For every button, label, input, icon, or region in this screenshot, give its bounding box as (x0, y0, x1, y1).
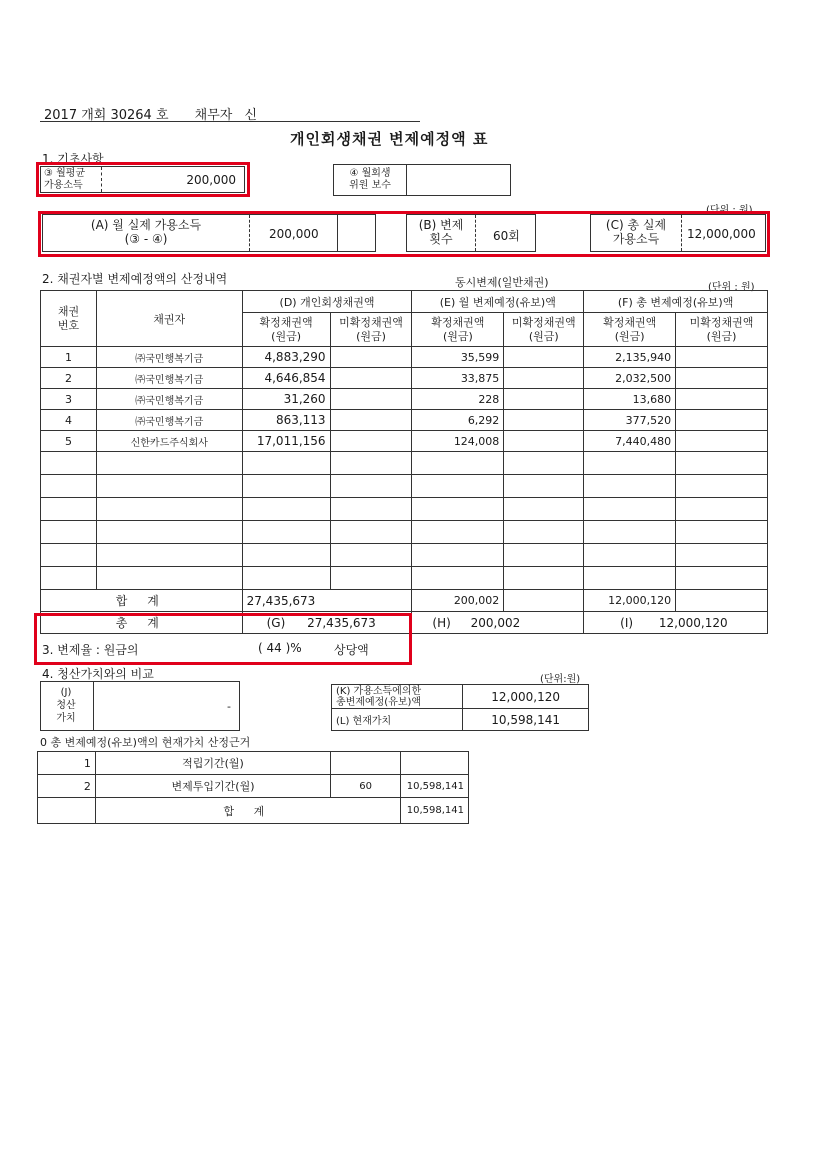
table-row (41, 368, 768, 389)
trustee-fee-label-2: 위원 보수 (349, 180, 391, 191)
basis-months (331, 752, 401, 775)
row-d: 31,260 (242, 389, 330, 410)
row-e-unconfirmed (504, 389, 584, 410)
case-number-text: 2017 개회 30264 호 (44, 108, 169, 123)
total-i-label: (I) (620, 615, 634, 630)
highlight-abc-row (38, 211, 770, 257)
empty-row (41, 452, 768, 475)
basis-sum-label: 합 계 (95, 798, 400, 824)
l-row (332, 709, 589, 731)
c-label-2: 가용소득 (612, 232, 660, 246)
row-no: 5 (41, 431, 97, 452)
sum-f-empty (676, 590, 768, 612)
b-value: 60회 (493, 229, 520, 243)
basis-no: 1 (38, 752, 96, 775)
row-f-unconfirmed (676, 431, 768, 452)
sum-e: 200,002 (412, 590, 504, 612)
empty-row (41, 521, 768, 544)
j-value: - (227, 700, 231, 713)
e-confirmed-principal: (원금) (442, 329, 473, 343)
trustee-fee-box (333, 164, 511, 196)
debtor-name: 신 (244, 108, 258, 123)
col-f: (F) 총 변제예정(유보)액 (584, 291, 768, 313)
row-creditor: ㈜국민행복기금 (96, 410, 242, 431)
col-creditor: 채권자 (96, 291, 242, 347)
row-e: 124,008 (412, 431, 504, 452)
row-f-unconfirmed (676, 368, 768, 389)
row-f: 7,440,480 (584, 431, 676, 452)
col-no-1: 채권 (57, 304, 80, 318)
b-label-2: 횟수 (429, 232, 453, 246)
j-label-3: 가치 (56, 713, 76, 724)
table-header-row-1 (41, 291, 768, 313)
basis-row (38, 775, 469, 798)
row-f-unconfirmed (676, 347, 768, 368)
row-f: 13,680 (584, 389, 676, 410)
f-confirmed-head (584, 313, 676, 347)
row-f: 2,032,500 (584, 368, 676, 389)
row-e-unconfirmed (504, 368, 584, 389)
monthly-income-label-2: 가용소득 (44, 180, 83, 191)
basis-sum-value: 10,598,141 (400, 798, 468, 824)
trustee-fee-label (338, 168, 402, 192)
f-confirmed-principal: (원금) (614, 329, 645, 343)
row-d-unconfirmed (330, 431, 412, 452)
e-unconfirmed-head (504, 313, 584, 347)
page-title: 개인회생채권 변제예정액 표 (290, 130, 489, 148)
row-e: 228 (412, 389, 504, 410)
empty-row (41, 475, 768, 498)
row-d-unconfirmed (330, 368, 412, 389)
row-f-unconfirmed (676, 389, 768, 410)
total-h-cell (412, 612, 584, 634)
row-creditor: ㈜국민행복기금 (96, 389, 242, 410)
row-no: 4 (41, 410, 97, 431)
section1-unit: (단위 : 원) (706, 205, 753, 216)
basis-heading: 0 총 변제예정(유보)액의 현재가치 산정근거 (40, 736, 251, 749)
empty-row (41, 544, 768, 567)
trustee-fee-label-1: ④ 월회생 (349, 168, 391, 179)
d-unconfirmed-head (330, 313, 412, 347)
e-confirmed-head (412, 313, 504, 347)
section2-subtitle: 동시변제(일반채권) (455, 276, 549, 289)
a-label-1: (A) 월 실제 가용소득 (90, 218, 202, 232)
f-unconfirmed-head (676, 313, 768, 347)
a-value: 200,000 (269, 227, 319, 241)
row-e-unconfirmed (504, 431, 584, 452)
basis-no: 2 (38, 775, 96, 798)
l-label: (L) 현재가치 (332, 709, 463, 731)
col-no (41, 291, 97, 347)
debtor-label: 채무자 (194, 108, 233, 123)
row-e: 35,599 (412, 347, 504, 368)
f-confirmed-label: 확정채권액 (603, 315, 657, 329)
trustee-fee-divider (406, 165, 407, 195)
section3-suffix: 상당액 (334, 643, 369, 657)
liquidation-box (40, 681, 240, 731)
total-i-cell (584, 612, 768, 634)
basis-months: 60 (331, 775, 401, 798)
j-divider (93, 682, 94, 730)
section3-rate: ( 44 )% (258, 641, 302, 655)
e-confirmed-label: 확정채권액 (431, 315, 485, 329)
highlight-total-rate (34, 613, 412, 665)
d-confirmed-principal: (원금) (271, 329, 301, 343)
sum-row (41, 590, 768, 612)
creditor-table (40, 290, 768, 634)
row-e: 33,875 (412, 368, 504, 389)
total-i: 12,000,120 (658, 615, 728, 630)
d-unconfirmed-label: 미확정채권액 (339, 315, 403, 329)
section4-unit: (단위:원) (540, 674, 581, 685)
k-value: 12,000,120 (463, 685, 589, 709)
sum-f: 12,000,120 (584, 590, 676, 612)
row-creditor: ㈜국민행복기금 (96, 368, 242, 389)
total-label: 총 계 (41, 612, 243, 634)
monthly-income-value: 200,000 (186, 173, 236, 187)
col-e: (E) 월 변제예정(유보)액 (412, 291, 584, 313)
row-d-unconfirmed (330, 389, 412, 410)
basis-sum-empty (38, 798, 96, 824)
row-no: 2 (41, 368, 97, 389)
total-h-label: (H) (432, 615, 451, 630)
basis-sum-row (38, 798, 469, 824)
row-e-unconfirmed (504, 410, 584, 431)
j-label-1: (J) (60, 687, 72, 698)
section4-heading: 4. 청산가치와의 비교 (42, 667, 154, 681)
empty-row (41, 567, 768, 590)
table-row (41, 389, 768, 410)
k-label-1: (K) 가용소득에의한 (336, 685, 422, 697)
header-rule (40, 121, 420, 122)
row-d-unconfirmed (330, 410, 412, 431)
row-f: 377,520 (584, 410, 676, 431)
sum-label: 합 계 (41, 590, 243, 612)
row-f: 2,135,940 (584, 347, 676, 368)
row-no: 3 (41, 389, 97, 410)
basis-value: 10,598,141 (400, 775, 468, 798)
row-creditor: ㈜국민행복기금 (96, 347, 242, 368)
total-g-label: (G) (266, 615, 286, 630)
row-e-unconfirmed (504, 347, 584, 368)
j-label (43, 686, 89, 725)
d-confirmed-head (242, 313, 330, 347)
basis-row (38, 752, 469, 775)
d-confirmed-label: 확정채권액 (259, 315, 313, 329)
row-no: 1 (41, 347, 97, 368)
col-d: (D) 개인회생채권액 (242, 291, 412, 313)
comparison-table (331, 684, 589, 731)
basis-table (37, 751, 469, 824)
section2-unit: (단위 : 원) (708, 282, 755, 293)
j-label-2: 청산 (56, 700, 76, 711)
section3-heading: 3. 변제율 : 원금의 (42, 643, 139, 657)
e-unconfirmed-principal: (원금) (528, 329, 559, 343)
e-unconfirmed-label: 미확정채권액 (511, 315, 576, 329)
row-f-unconfirmed (676, 410, 768, 431)
basis-label: 변제투입기간(월) (95, 775, 330, 798)
c-value: 12,000,000 (687, 227, 756, 241)
row-d: 4,883,290 (242, 347, 330, 368)
b-label-1: (B) 변제 (418, 218, 464, 232)
row-d: 863,113 (242, 410, 330, 431)
row-creditor: 신한카드주식회사 (96, 431, 242, 452)
table-row (41, 410, 768, 431)
empty-row (41, 498, 768, 521)
k-label-2: 총변제예정(유보)액 (336, 696, 422, 708)
d-unconfirmed-principal: (원금) (356, 329, 386, 343)
row-d-unconfirmed (330, 347, 412, 368)
basis-label: 적립기간(월) (95, 752, 330, 775)
row-e: 6,292 (412, 410, 504, 431)
col-no-2: 번호 (57, 318, 80, 332)
total-g: 27,435,673 (307, 615, 376, 630)
section2-heading: 2. 채권자별 변제예정액의 산정내역 (42, 272, 228, 286)
f-unconfirmed-principal: (원금) (706, 329, 737, 343)
f-unconfirmed-label: 미확정채권액 (689, 315, 754, 329)
k-row (332, 685, 589, 709)
table-row (41, 431, 768, 452)
highlight-monthly-income (36, 162, 250, 197)
sum-e-empty (504, 590, 584, 612)
k-label (332, 685, 463, 709)
c-label-1: (C) 총 실제 (605, 218, 667, 232)
total-h: 200,002 (470, 615, 521, 630)
monthly-income-label-1: ③ 월평균 (44, 168, 86, 179)
table-row (41, 347, 768, 368)
row-d: 4,646,854 (242, 368, 330, 389)
row-d: 17,011,156 (242, 431, 330, 452)
basis-value (400, 752, 468, 775)
a-label-2: (③ - ④) (124, 232, 168, 246)
l-value: 10,598,141 (463, 709, 589, 731)
sum-d: 27,435,673 (242, 590, 412, 612)
section1-heading: 1. 기초사항 (42, 152, 104, 166)
